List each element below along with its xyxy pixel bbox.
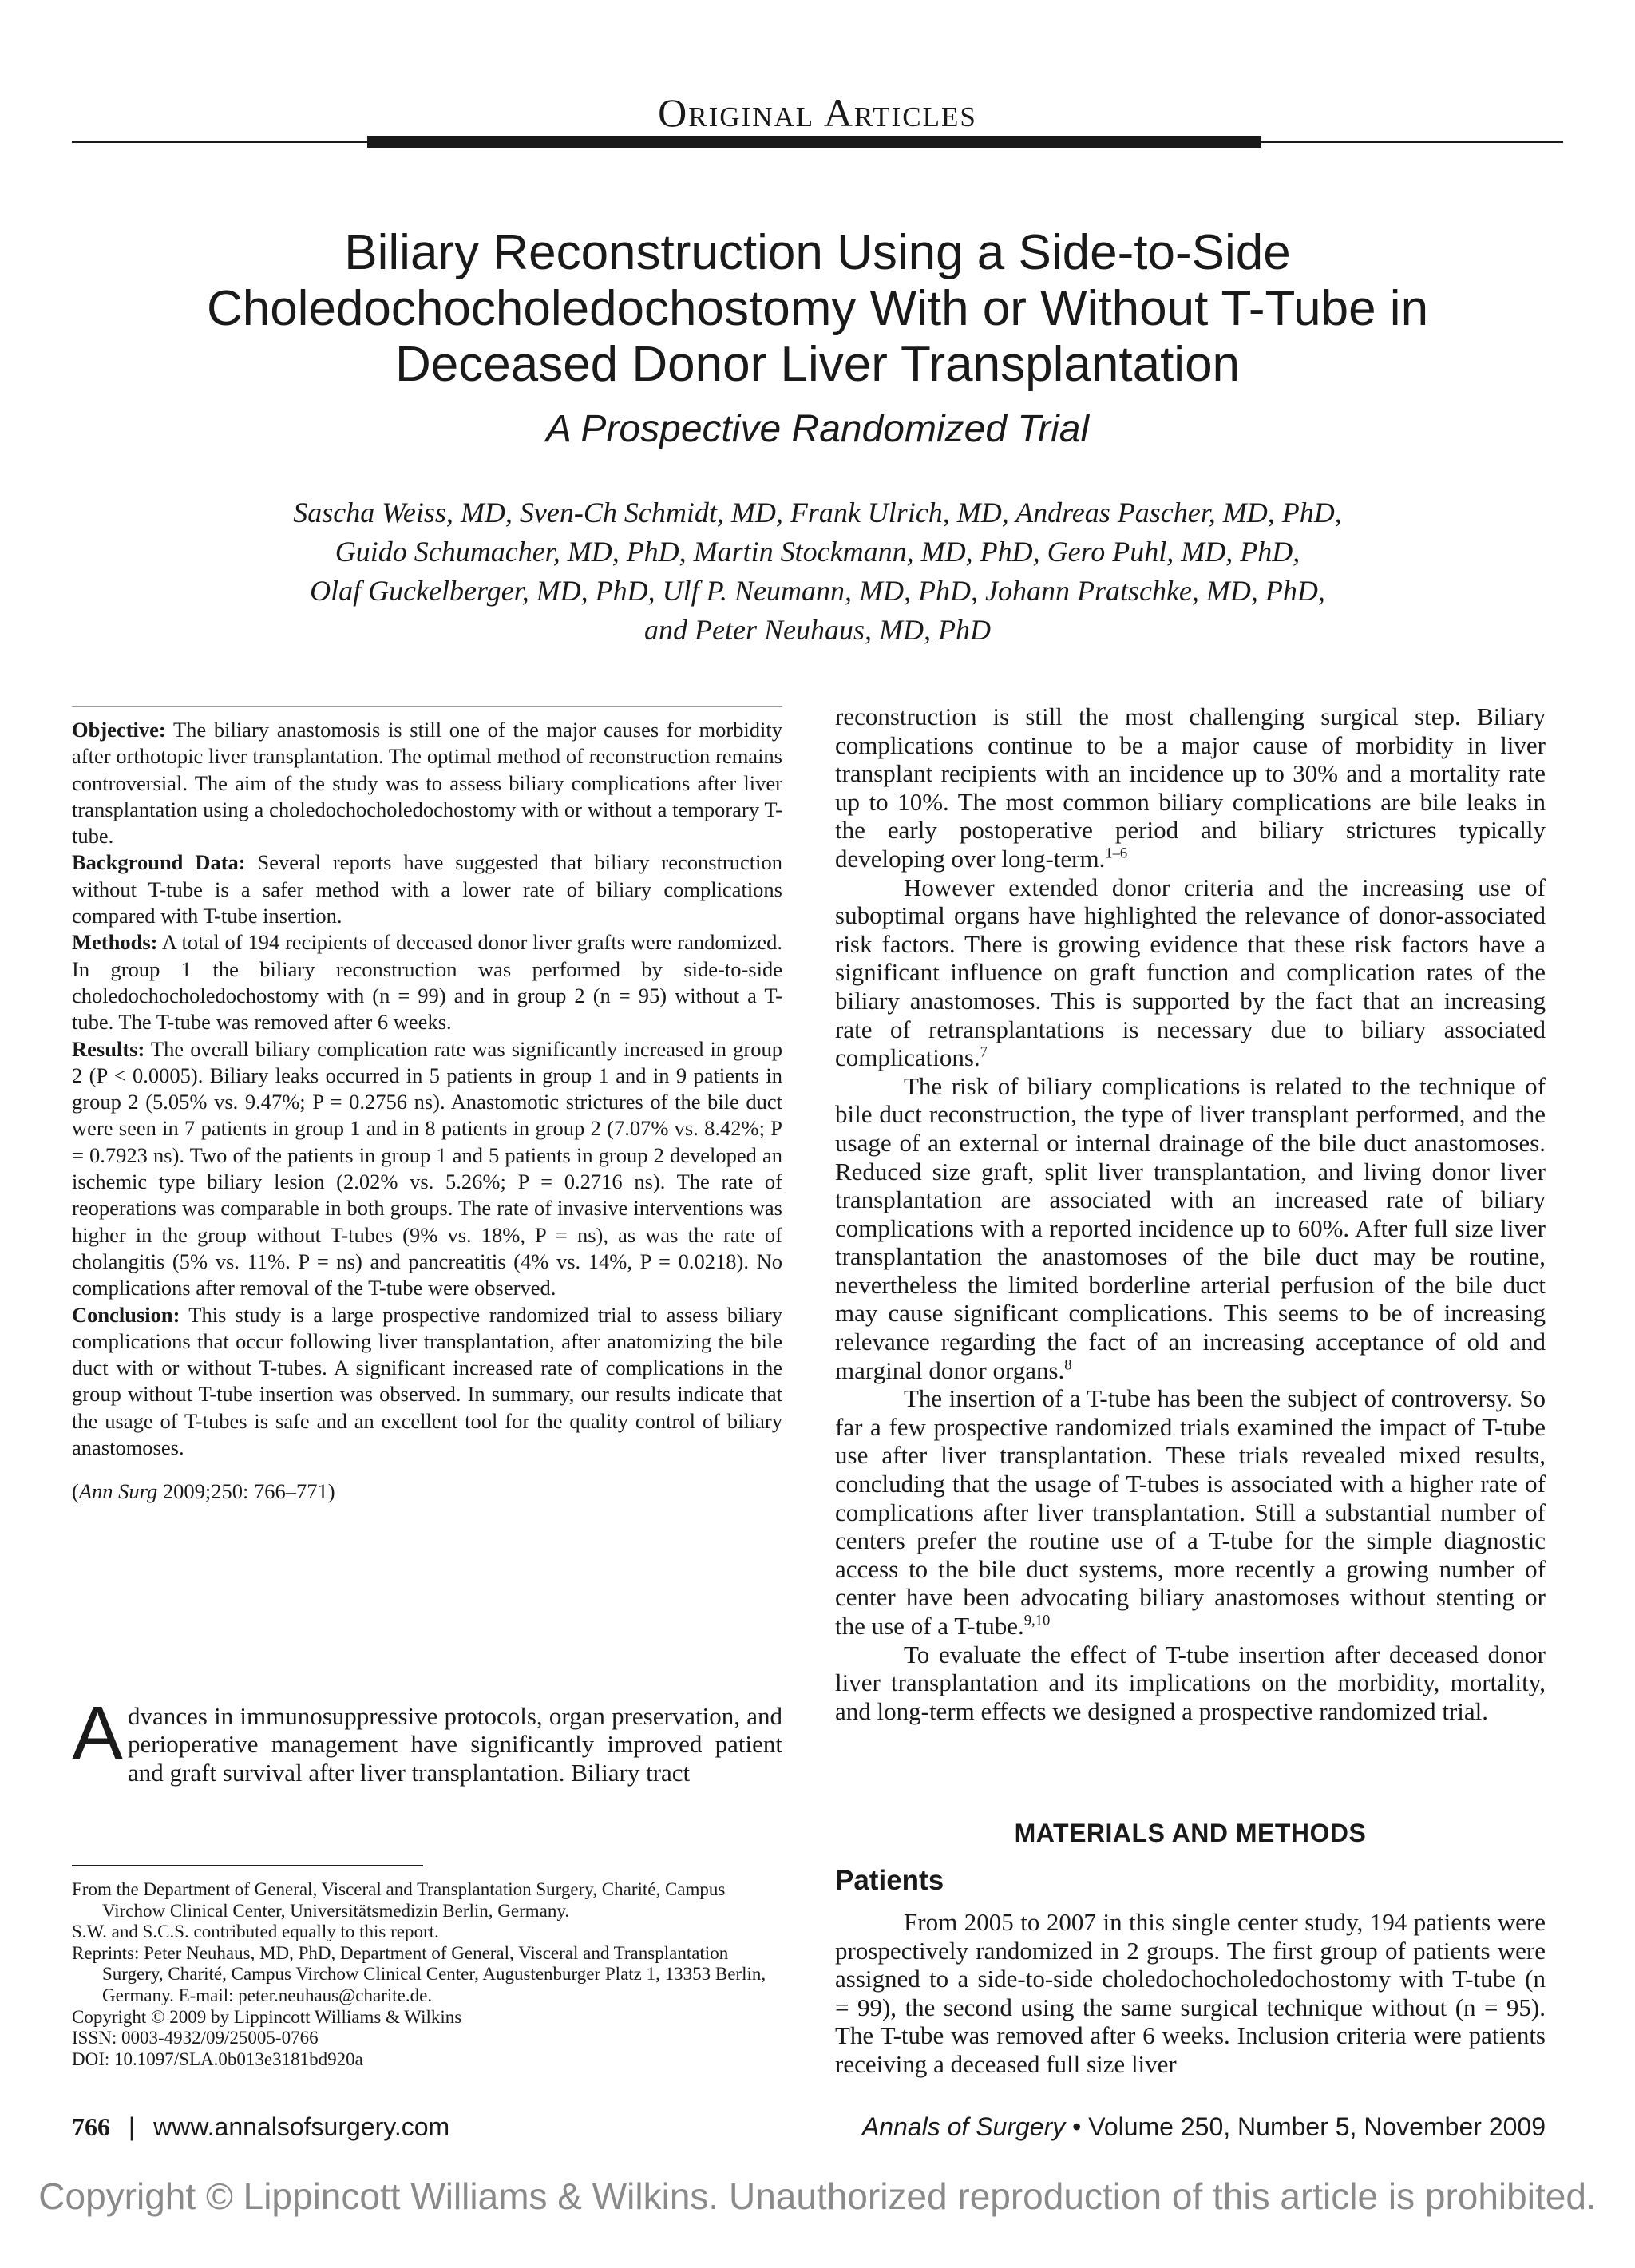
body-paragraph: To evaluate the effect of T-tube insertion after deceased donor liver transplantation and its implications on the morbidity, mortality, and long-term effects we designed a prospective randomized trial. [835, 1640, 1546, 1725]
abstract-label: Objective: [72, 718, 166, 742]
footer-separator: | [128, 2112, 136, 2141]
title-line: Choledochocholedochostomy With or Without T-Tube in [206, 281, 1429, 336]
footnote-issn: ISSN: 0003-4932/09/25005-0766 [72, 2028, 319, 2048]
abstract-label: Background Data: [72, 850, 246, 875]
intro-paragraph: Advances in immunosuppressive protocols, organ preservation, and perioperative management have significantly improved patient and graft survival after liver transplantation. Biliary tract [72, 1691, 782, 1787]
dropcap: A [72, 1691, 124, 1776]
body-paragraph: reconstruction is still the most challenging surgical step. Biliary complications continue to be a major cause of morbidity in liver transplant recipients with an incidence up to 30% and a mortality rate up to 10%. The most common biliary complications are bile leaks in the early postoperative period and biliary strictures typically developing over long-term.$^{1-6}$ [835, 703, 1546, 873]
author-line: Sascha Weiss, MD, Sven-Ch Schmidt, MD, Frank Ulrich, MD, Andreas Pascher, MD, PhD, [293, 497, 1342, 528]
copyright-notice: Copyright © Lippincott Williams & Wilkins. Unauthorized reproduction of this article is prohibited. [38, 2175, 1597, 2217]
footnote-reprints: Reprints: Peter Neuhaus, MD, PhD, Department of General, Visceral and Transplantation Surgery, Charité, Campus Virchow Clinical Center, Augustenburger Platz 1, 13353 Berlin, Germany. E-mail: peter.neuhaus@charite.de. [72, 1942, 766, 2005]
section-header: Original Articles [658, 90, 977, 135]
journal-website[interactable]: www.annalsofsurgery.com [153, 2112, 450, 2141]
citation-journal: Ann Surg [78, 1479, 158, 1504]
body-paragraph: The insertion of a T-tube has been the subject of controversy. So far a few prospective randomized trials examined the impact of T-tube use after liver transplantation. These trials revealed mixed results, concluding that the usage of T-tubes is associated with a higher rate of complications after liver transplantation. Still a substantial number of centers prefer the routine use of a T-tube for the simple diagnostic access to the bile duct systems, more recently a growing number of center have been advocating biliary anastomoses without stenting or the use of a T-tube.$^{9,10}$ [835, 1384, 1546, 1640]
abstract-results [72, 1036, 782, 1302]
journal-name: Annals of Surgery [861, 2112, 1066, 2141]
footnote-rule [72, 1865, 423, 1866]
patients-section [835, 1908, 1546, 2079]
abstract-methods [72, 929, 782, 1035]
abstract-conclusion [72, 1302, 782, 1462]
abstract-text: The overall biliary complication rate was significantly increased in group 2 (P < 0.0005). Biliary leaks occurred in 5 patients in group 1 and in 9 patients in group 2 (5.05% vs. 9.47%; P = 0.2756 ns). Anastomotic strictures of the bile duct were seen in 7 patients in group 1 and in 8 patients in group 2 (7.07% vs. 8.42%; P = 0.7923 ns). Two of the patients in group 1 and 5 patients in group 2 developed an ischemic type biliary lesion (2.02% vs. 5.26%; P = 0.2716 ns). The rate of reoperations was comparable in both groups. The rate of invasive interventions was higher in the group without T-tubes (9% vs. 18%, P = ns), as was the rate of cholangitis (5% vs. 11%. P = ns) and pancreatitis (4% vs. 14%, P = 0.0218). No complications after removal of the T-tube were observed. [72, 1036, 782, 1300]
abstract-objective [72, 717, 782, 849]
abstract-text: This study is a large prospective randomized trial to assess biliary complications that occur following liver transplantation, after anatomizing the bile duct with or without T-tubes. A significant increased rate of complications in the group without T-tube insertion was observed. In summary, our results indicate that the usage of T-tubes is safe and an excellent tool for the quality control of biliary anastomoses. [72, 1302, 782, 1460]
abstract-rule [72, 706, 782, 707]
body-right-column [835, 703, 1546, 1725]
footnote-doi: DOI: 10.1097/SLA.0b013e3181bd920a [72, 2048, 363, 2069]
footer-left [72, 2112, 449, 2142]
abstract-label: Methods: [72, 930, 158, 955]
section-heading-methods: MATERIALS AND METHODS [1014, 1819, 1367, 1847]
citation-ref: 7 [980, 1043, 988, 1061]
footnote-equal-contribution: S.W. and S.C.S. contributed equally to this report. [72, 1922, 439, 1942]
subsection-heading-patients: Patients [835, 1865, 944, 1896]
author-line: Guido Schumacher, MD, PhD, Martin Stockmann, MD, PhD, Gero Puhl, MD, PhD, [335, 536, 1300, 568]
footnote-affiliation: From the Department of General, Visceral and Transplantation Surgery, Charité, Campus Virchow Clinical Center, Universitätsmedizin Berlin, Germany. [72, 1879, 726, 1921]
body-paragraph: However extended donor criteria and the increasing use of suboptimal organs have highlighted the relevance of donor-associated risk factors. There is growing evidence that these risk factors have a significant influence on graft function and complication rates of the biliary anastomoses. This is supported by the fact that an increasing rate of retransplantations is necessary due to biliary associated complications.$^7$ [835, 873, 1546, 1072]
citation-ref: 1–6 [1105, 845, 1128, 862]
article-subtitle: A Prospective Randomized Trial [545, 408, 1090, 450]
introduction [72, 1691, 782, 1787]
abstract-text: A total of 194 recipients of deceased donor liver grafts were randomized. In group 1 the biliary reconstruction was performed by side-to-side choledochocholedochostomy with (n = 99) and in group 2 (n = 95) without a T-tube. The T-tube was removed after 6 weeks. [72, 930, 782, 1035]
issue-info: • Volume 250, Number 5, November 2009 [1065, 2112, 1546, 2141]
title-line: Biliary Reconstruction Using a Side-to-Side [344, 225, 1291, 280]
author-line: and Peter Neuhaus, MD, PhD [644, 614, 991, 646]
body-paragraph: From 2005 to 2007 in this single center study, 194 patients were prospectively randomized in 2 groups. The first group of patients were assigned to a side-to-side choledochocholedochostomy with T-tube (n = 99), the second using the same surgical technique without (n = 95). The T-tube was removed after 6 weeks. Inclusion criteria were patients receiving a deceased full size liver [835, 1908, 1546, 2078]
citation-ref: 8 [1064, 1356, 1072, 1374]
author-list [160, 493, 1475, 650]
footnote-copyright: Copyright © 2009 by Lippincott Williams & Wilkins [72, 2006, 462, 2027]
abstract-text: The biliary anastomosis is still one of the major causes for morbidity after orthotopic liver transplantation. The optimal method of reconstruction remains controversial. The aim of the study was to assess biliary complications after liver transplantation using a choledochocholedochostomy with or without a temporary T-tube. [72, 718, 782, 849]
abstract-citation: (Ann Surg 2009;250: 766–771) [72, 1479, 335, 1504]
title-line: Deceased Donor Liver Transplantation [394, 337, 1241, 392]
header-rule-thick [367, 136, 1261, 148]
abstract-label: Results: [72, 1036, 145, 1061]
author-line: Olaf Guckelberger, MD, PhD, Ulf P. Neumann, MD, PhD, Johann Pratschke, MD, PhD, [310, 575, 1325, 607]
abstract-background [72, 849, 782, 929]
abstract [72, 717, 782, 1506]
page-number: 766 [72, 2112, 110, 2141]
citation-ref: 9,10 [1023, 1612, 1051, 1629]
footnotes [72, 1879, 782, 2070]
article-title [112, 225, 1523, 393]
body-paragraph: The risk of biliary complications is related to the technique of bile duct reconstruction, the type of liver transplant performed, and the usage of an external or internal drainage of the bile duct anastomoses. Reduced size graft, split liver transplantation, and living donor liver transplantation are associated with an increased rate of biliary complications with a reported incidence up to 60%. After full size liver transplantation the anastomoses of the bile duct may be routine, nevertheless the limited borderline arterial perfusion of the bile duct may cause significant complications. This seems to be of increasing relevance regarding the fact of an increasing acceptance of old and marginal donor organs.$^8$ [835, 1071, 1546, 1384]
abstract-text: Several reports have suggested that biliary reconstruction without T-tube is a safer method with a lower rate of biliary complications compared with T-tube insertion. [72, 850, 782, 928]
footer-right [862, 2112, 1546, 2142]
abstract-label: Conclusion: [72, 1302, 180, 1327]
